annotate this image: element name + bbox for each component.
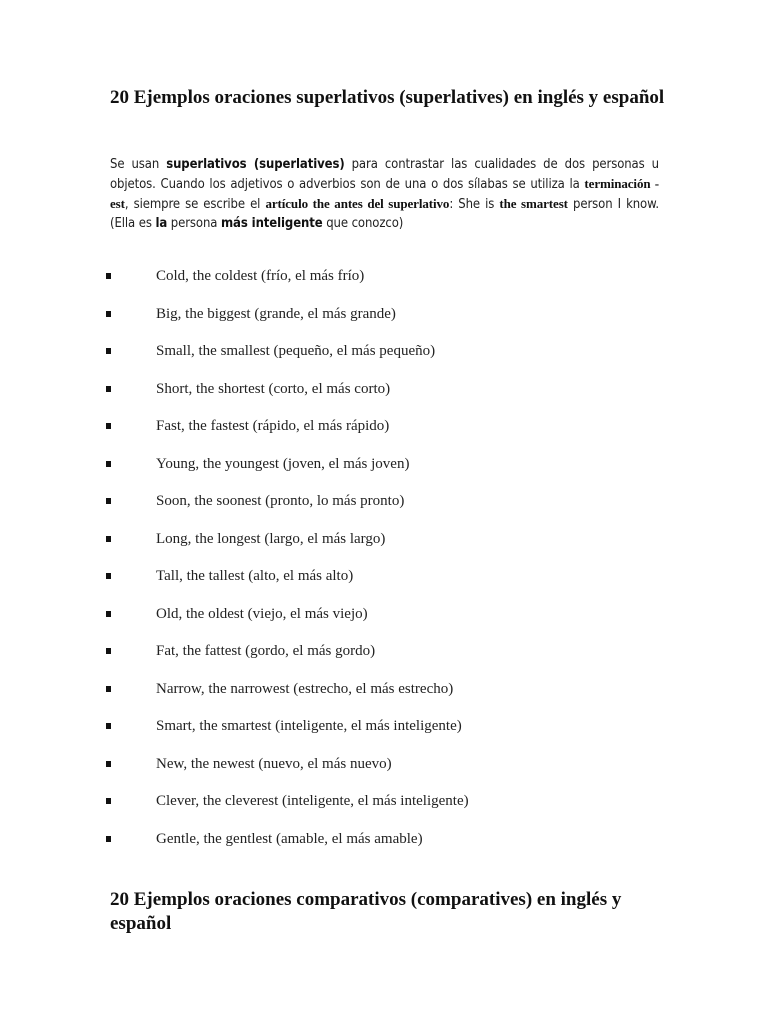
list-item (0, 414, 768, 452)
square-bullet-icon (106, 461, 111, 467)
list-item (0, 264, 768, 302)
list-item-text: Soon, the soonest (pronto, lo más pronto) (156, 493, 405, 509)
section-heading-superlatives: 20 Ejemplos oraciones superlativos (superlatives) en inglés y español (110, 87, 665, 108)
intro-text-1: Se usan (110, 157, 167, 172)
list-item-text: Clever, the cleverest (inteligente, el más inteligente) (156, 793, 469, 809)
superlatives-list (0, 264, 768, 864)
list-item-text: Tall, the tallest (alto, el más alto) (156, 568, 354, 584)
intro-bold-mas-inteligente: más inteligente (220, 216, 323, 231)
square-bullet-icon (106, 611, 111, 617)
intro-text-7: que conozco) (322, 216, 404, 231)
list-item-text: Cold, the coldest (frío, el más frío) (156, 268, 365, 284)
square-bullet-icon (106, 498, 111, 504)
list-item (0, 789, 768, 827)
square-bullet-icon (106, 423, 111, 429)
list-item-text: Big, the biggest (grande, el más grande) (156, 305, 396, 322)
square-bullet-icon (106, 648, 111, 654)
square-bullet-icon (106, 836, 111, 842)
list-item-text: Small, the smallest (pequeño, el más pequeño) (156, 343, 436, 359)
list-item (0, 339, 768, 377)
list-item (0, 377, 768, 415)
intro-text-5: person I know. (Ella es (110, 197, 660, 231)
list-item-text: Narrow, the narrowest (estrecho, el más estrecho) (156, 680, 454, 697)
list-item-text: Smart, the smartest (inteligente, el más inteligente) (156, 718, 462, 734)
square-bullet-icon (106, 536, 111, 542)
list-item (0, 489, 768, 527)
list-item-text: Short, the shortest (corto, el más corto) (156, 380, 391, 397)
list-item (0, 677, 768, 715)
intro-bold-terminacion: terminación -est (110, 176, 659, 211)
intro-text-6: persona (167, 216, 221, 231)
square-bullet-icon (106, 573, 111, 579)
list-item (0, 714, 768, 752)
square-bullet-icon (106, 311, 111, 317)
list-item (0, 452, 768, 490)
square-bullet-icon (106, 273, 111, 279)
list-item-text: New, the newest (nuevo, el más nuevo) (156, 755, 392, 772)
intro-bold-the-smartest: the smartest (499, 196, 568, 211)
section-heading-comparatives: 20 Ejemplos oraciones comparativos (comparatives) en inglés y español (110, 889, 622, 934)
intro-text-4: : She is (449, 197, 500, 212)
list-item-text: Fast, the fastest (rápido, el más rápido) (156, 418, 390, 434)
square-bullet-icon (106, 761, 111, 767)
intro-bold-superlativos: superlativos (superlatives) (166, 157, 345, 172)
list-item-text: Old, the oldest (viejo, el más viejo) (156, 605, 368, 622)
intro-text-2: para contrastar las cualidades de dos personas u objetos. Cuando los adjetivos o adverbios son de una o dos sílabas se utiliza la (110, 157, 659, 192)
intro-bold-articulo: artículo the antes del superlativo (265, 196, 450, 211)
list-item (0, 602, 768, 640)
list-item (0, 639, 768, 677)
list-item (0, 527, 768, 565)
square-bullet-icon (106, 386, 111, 392)
square-bullet-icon (106, 798, 111, 804)
intro-text-3: , siempre se escribe el (124, 197, 266, 212)
intro-bold-la: la (155, 216, 168, 231)
list-item-text: Long, the longest (largo, el más largo) (156, 530, 386, 547)
square-bullet-icon (106, 686, 111, 692)
list-item (0, 752, 768, 790)
list-item-text: Fat, the fattest (gordo, el más gordo) (156, 643, 376, 659)
list-item-text: Gentle, the gentlest (amable, el más amable) (156, 830, 423, 847)
square-bullet-icon (106, 723, 111, 729)
list-item-text: Young, the youngest (joven, el más joven) (156, 455, 410, 472)
list-item (0, 302, 768, 340)
intro-paragraph (110, 155, 659, 233)
list-item (0, 827, 768, 865)
square-bullet-icon (106, 348, 111, 354)
list-item (0, 564, 768, 602)
